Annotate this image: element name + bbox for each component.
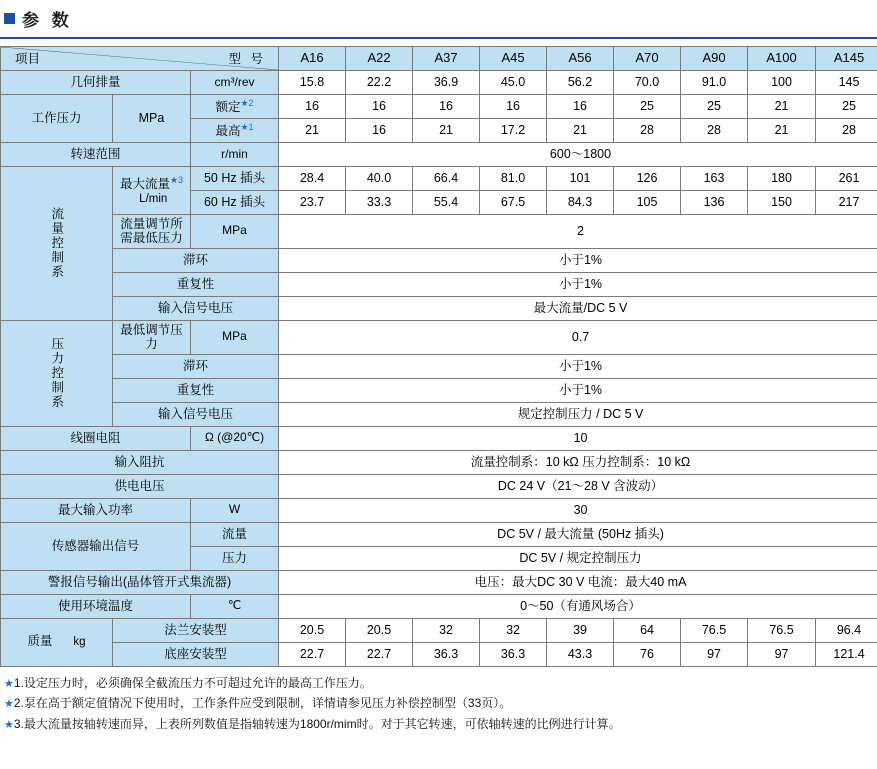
cell-input-impedance-value: 流量控制系：10 kΩ 压力控制系：10 kΩ [279,450,877,474]
cell-pc-input-voltage-value: 规定控制压力 / DC 5 V [279,402,877,426]
cell-flow50-a45: 81.0 [480,167,547,191]
cell-flow-input-voltage-value: 最大流量/DC 5 V [279,296,877,320]
model-header-a145: A145 [816,47,877,71]
cell-displacement-a45: 45.0 [480,71,547,95]
cell-pc-hysteresis-value: 小于1% [279,354,877,378]
row-label-mass: 质量 kg [1,618,113,666]
cell-flow50-a22: 40.0 [346,167,413,191]
table-row-flow-50hz [1,167,877,191]
footnote-star-icon: ★ [4,698,14,711]
cell-maxpressure-a145: 28 [816,119,877,143]
model-header-a45: A45 [480,47,547,71]
cell-sensor-flow-value: DC 5V / 最大流量 (50Hz 插头) [279,522,877,546]
cell-flow60-a16: 23.7 [279,191,346,215]
cell-maxpressure-a37: 21 [413,119,480,143]
row-label-flow-min-pressure: 流量调节所需最低压力 [113,215,191,249]
model-header-a22: A22 [346,47,413,71]
row-unit-max-input-power: W [191,498,279,522]
cell-displacement-a16: 15.8 [279,71,346,95]
cell-mass-flange-a56: 39 [547,618,614,642]
row-label-alarm-output: 警报信号输出(晶体管开式集流器) [1,570,279,594]
table-row-supply-voltage [1,474,877,498]
row-unit-flow-min-pressure: MPa [191,215,279,249]
cell-flow60-a22: 33.3 [346,191,413,215]
cell-mass-flange-a70: 64 [614,618,681,642]
cell-maxpressure-a56: 21 [547,119,614,143]
row-label-input-impedance: 输入阻抗 [1,450,279,474]
cell-mass-base-a16: 22.7 [279,642,346,666]
row-label-flow-input-voltage: 输入信号电压 [113,296,279,320]
cell-mass-base-a70: 76 [614,642,681,666]
cell-mass-base-a145: 121.4 [816,642,877,666]
cell-coil-resistance-value: 10 [279,426,877,450]
footnote-star-icon: ★ [4,677,14,690]
row-unit-pc-min-adjust: MPa [191,320,279,354]
cell-mass-base-a100: 97 [748,642,816,666]
title-text: 参 数 [22,11,73,30]
row-label-pc-min-adjust: 最低调节压力 [113,320,191,354]
cell-mass-flange-a22: 20.5 [346,618,413,642]
row-label-flow-repeatability: 重复性 [113,272,279,296]
cell-maxpressure-a22: 16 [346,119,413,143]
cell-flow60-a100: 150 [748,191,816,215]
group-label-pressure-control: 压力控制系 [1,320,113,426]
cell-rated-a56: 16 [547,95,614,119]
cell-rated-a37: 16 [413,95,480,119]
table-row-displacement [1,71,877,95]
footnotes [0,673,877,736]
table-row-flow-min-pressure [1,215,877,249]
table-row-input-impedance [1,450,877,474]
cell-mass-base-a37: 36.3 [413,642,480,666]
table-row-speed-range [1,143,877,167]
table-row-flow-input-voltage [1,296,877,320]
row-label-displacement: 几何排量 [1,71,191,95]
title-marker-icon [4,13,15,24]
cell-maxpressure-a90: 28 [681,119,748,143]
cell-max-input-power-value: 30 [279,498,877,522]
cell-speed-range-value: 600～1800 [279,143,877,167]
cell-flow50-a70: 126 [614,167,681,191]
row-label-pc-input-voltage: 输入信号电压 [113,402,279,426]
page-title [0,0,877,35]
cell-flow-min-pressure-value: 2 [279,215,877,249]
cell-flow60-a90: 136 [681,191,748,215]
group-label-flow-control: 流量控制系 [1,167,113,321]
cell-mass-base-a22: 22.7 [346,642,413,666]
model-header-a16: A16 [279,47,346,71]
cell-displacement-a37: 36.9 [413,71,480,95]
table-row-pc-min-adjust [1,320,877,354]
table-row-alarm-output [1,570,877,594]
cell-mass-flange-a100: 76.5 [748,618,816,642]
cell-displacement-a90: 91.0 [681,71,748,95]
cell-displacement-a100: 100 [748,71,816,95]
row-label-supply-voltage: 供电电压 [1,474,279,498]
star-note-1: ★1 [240,122,254,133]
cell-sensor-pressure-value: DC 5V / 规定控制压力 [279,546,877,570]
cell-rated-a70: 25 [614,95,681,119]
cell-mass-flange-a45: 32 [480,618,547,642]
cell-mass-base-a45: 36.3 [480,642,547,666]
table-row-sensor-flow [1,522,877,546]
specification-table [0,46,877,667]
row-unit-coil-resistance: Ω (@20℃) [191,426,279,450]
cell-flow60-a37: 55.4 [413,191,480,215]
cell-flow60-a45: 67.5 [480,191,547,215]
cell-flow50-a145: 261 [816,167,877,191]
cell-mass-flange-a37: 32 [413,618,480,642]
footnote-2-num: 2. [13,696,24,711]
table-row-ambient-temp [1,594,877,618]
footnote-3-text: 最大流量按轴转速而异，上表所列数值是指轴转速为1800r/mim时。对于其它转速，可依轴转速的比例进行计算。 [23,717,621,732]
table-row-flow-repeatability [1,272,877,296]
title-divider [0,37,877,39]
table-row-coil-resistance [1,426,877,450]
cell-flow-repeatability-value: 小于1% [279,272,877,296]
row-sublabel-50hz: 50 Hz 插头 [191,167,279,191]
cell-flow50-a37: 66.4 [413,167,480,191]
row-sublabel-60hz: 60 Hz 插头 [191,191,279,215]
row-sublabel-sensor-pressure: 压力 [191,546,279,570]
cell-flow60-a70: 105 [614,191,681,215]
row-sublabel-mass-base: 底座安装型 [113,642,279,666]
cell-maxpressure-a16: 21 [279,119,346,143]
cell-rated-a22: 16 [346,95,413,119]
cell-mass-base-a90: 97 [681,642,748,666]
cell-maxpressure-a45: 17.2 [480,119,547,143]
cell-flow60-a56: 84.3 [547,191,614,215]
footnote-3 [4,714,877,735]
cell-mass-flange-a16: 20.5 [279,618,346,642]
table-row-mass-base [1,642,877,666]
cell-flow60-a145: 217 [816,191,877,215]
row-sublabel-mass-flange: 法兰安装型 [113,618,279,642]
cell-maxpressure-a70: 28 [614,119,681,143]
table-row-pressure-rated [1,95,877,119]
cell-supply-voltage-value: DC 24 V（21～28 V 含波动） [279,474,877,498]
cell-alarm-output-value: 电压：最大DC 30 V 电流：最大40 mA [279,570,877,594]
model-header-a90: A90 [681,47,748,71]
cell-mass-flange-a90: 76.5 [681,618,748,642]
cell-flow50-a56: 101 [547,167,614,191]
model-header-a100: A100 [748,47,816,71]
model-header-a70: A70 [614,47,681,71]
row-label-coil-resistance: 线圈电阻 [1,426,191,450]
cell-displacement-a22: 22.2 [346,71,413,95]
cell-rated-a145: 25 [816,95,877,119]
row-unit-speed-range: r/min [191,143,279,167]
footnote-1-text: 设定压力时，必须确保全截流压力不可超过允许的最高工作压力。 [23,675,372,690]
table-row-flow-hysteresis [1,248,877,272]
row-label-speed-range: 转速范围 [1,143,191,167]
row-unit-ambient-temp: ℃ [191,594,279,618]
cell-mass-base-a56: 43.3 [547,642,614,666]
cell-maxpressure-a100: 21 [748,119,816,143]
table-row-pc-input-voltage [1,402,877,426]
row-label-pc-repeatability: 重复性 [113,378,279,402]
model-header-a56: A56 [547,47,614,71]
row-unit-working-pressure: MPa [113,95,191,143]
cell-flow-hysteresis-value: 小于1% [279,248,877,272]
cell-rated-a90: 25 [681,95,748,119]
row-label-flow-hysteresis: 滞环 [113,248,279,272]
cell-mass-flange-a145: 96.4 [816,618,877,642]
corner-header-cell [1,47,279,71]
table-header-row [1,47,877,71]
corner-model-label: 型 号 [228,52,267,66]
star-note-3: ★3 [169,174,184,185]
cell-displacement-a145: 145 [816,71,877,95]
table-row-max-input-power [1,498,877,522]
cell-flow50-a90: 163 [681,167,748,191]
footnote-1 [4,673,877,694]
footnote-3-num: 3. [13,717,24,732]
star-note-2: ★2 [240,98,254,109]
row-unit-displacement: cm³/rev [191,71,279,95]
model-header-a37: A37 [413,47,480,71]
footnote-star-icon: ★ [4,719,14,732]
cell-rated-a45: 16 [480,95,547,119]
cell-displacement-a70: 70.0 [614,71,681,95]
row-label-max-flow: 最大流量$^{★3}$ L/min [113,167,191,215]
row-label-max-input-power: 最大输入功率 [1,498,191,522]
cell-ambient-temp-value: 0～50（有通风场合） [279,594,877,618]
cell-rated-a100: 21 [748,95,816,119]
cell-displacement-a56: 56.2 [547,71,614,95]
corner-item-label: 项目 [15,51,41,66]
cell-flow50-a16: 28.4 [279,167,346,191]
table-row-pc-hysteresis [1,354,877,378]
footnote-2 [4,693,877,714]
cell-rated-a16: 16 [279,95,346,119]
row-label-sensor-output: 传感器输出信号 [1,522,191,570]
row-label-pc-hysteresis: 滞环 [113,354,279,378]
row-label-ambient-temp: 使用环境温度 [1,594,191,618]
cell-pc-repeatability-value: 小于1% [279,378,877,402]
table-row-mass-flange [1,618,877,642]
row-label-working-pressure: 工作压力 [1,95,113,143]
footnote-1-num: 1. [13,675,24,690]
cell-pc-min-adjust-value: 0.7 [279,320,877,354]
footnote-2-text: 泵在高于额定值情况下使用时，工作条件应受到限制，详情请参见压力补偿控制型（33页）。 [23,696,512,711]
row-sublabel-sensor-flow: 流量 [191,522,279,546]
row-sublabel-rated: 额定$^{★2}$ [191,95,279,119]
cell-flow50-a100: 180 [748,167,816,191]
row-sublabel-max: 最高$^{★1}$ [191,119,279,143]
table-row-pc-repeatability [1,378,877,402]
